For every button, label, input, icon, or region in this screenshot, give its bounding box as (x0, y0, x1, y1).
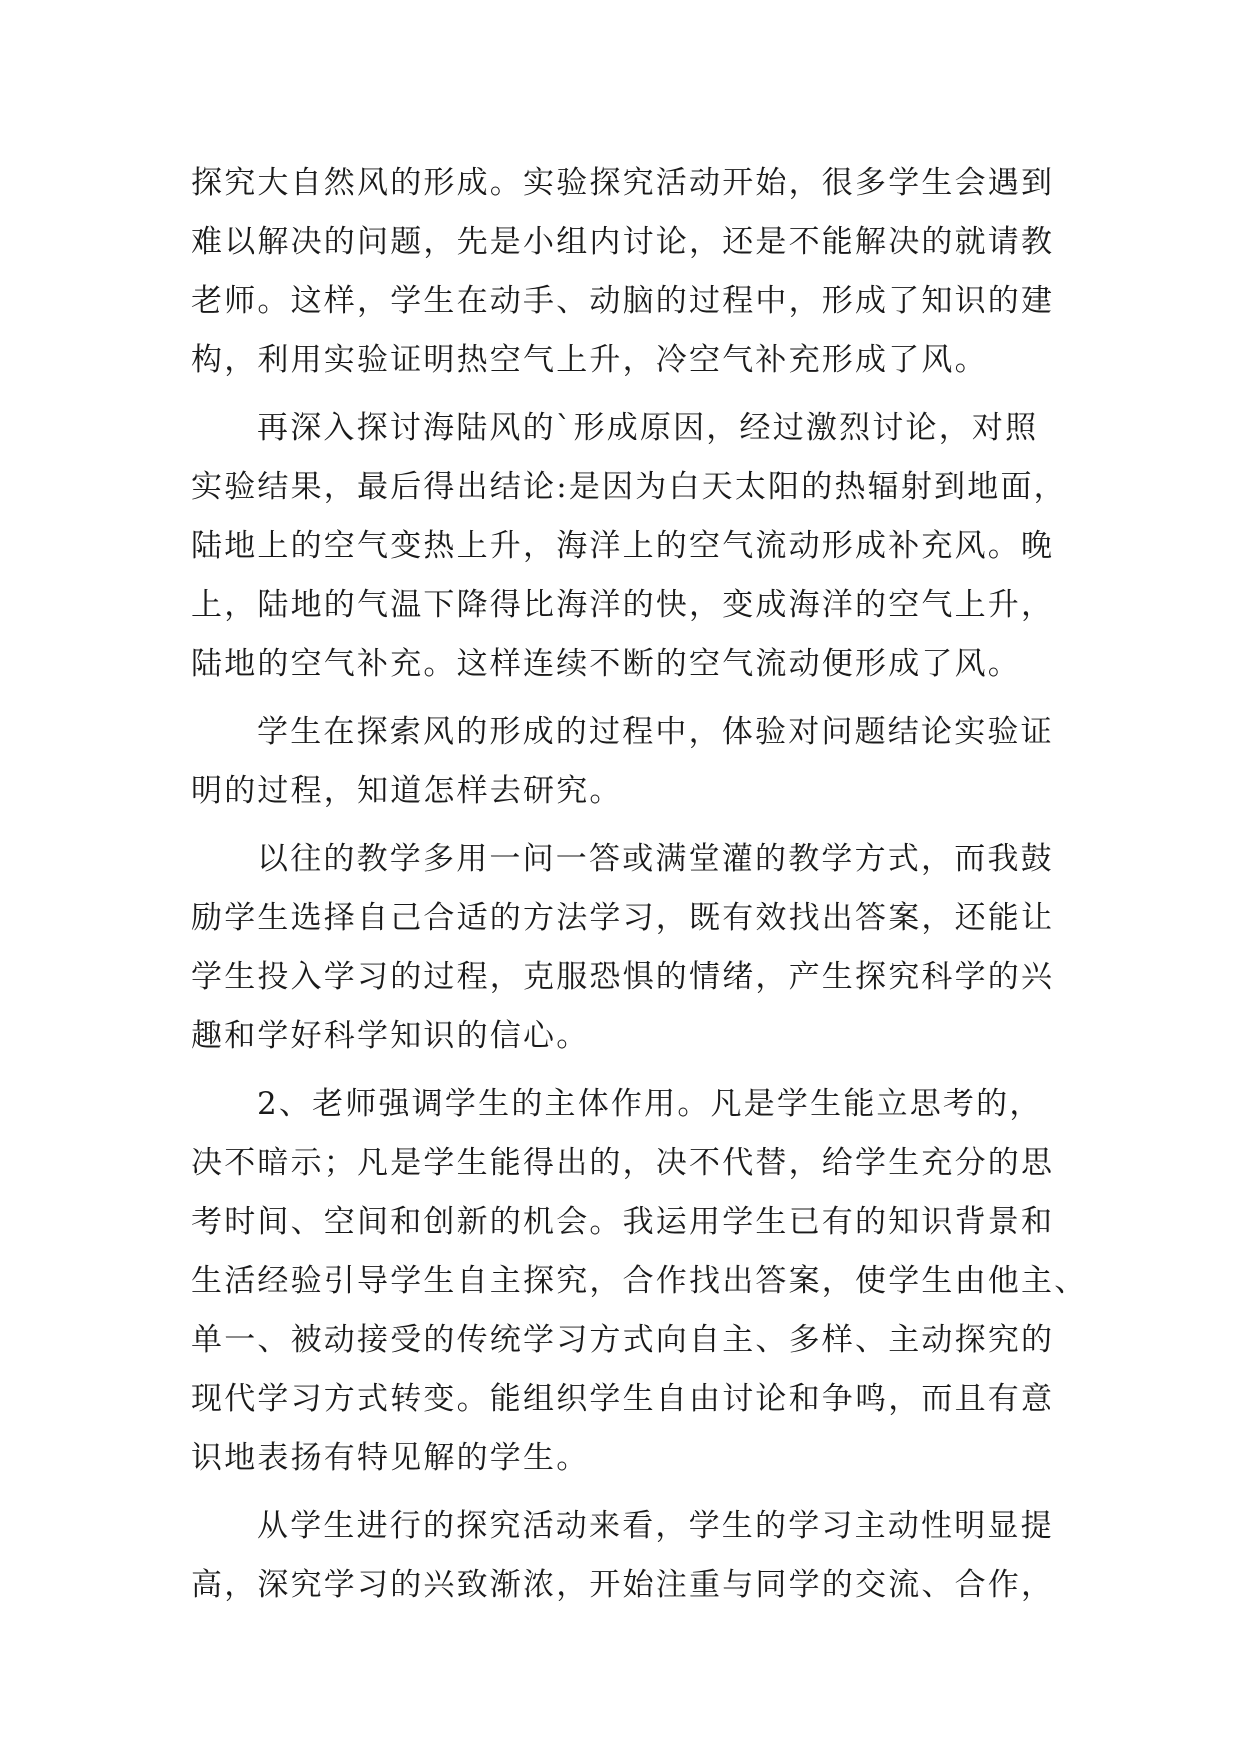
text-line: 陆地上的空气变热上升，海洋上的空气流动形成补充风。晚 (191, 528, 1055, 564)
paragraph-2 (191, 399, 1067, 694)
text-line: 2、老师强调学生的主体作用。凡是学生能立思考的， (257, 1086, 1043, 1122)
text-line: 实验结果，最后得出结论:是因为白天太阳的热辐射到地面， (191, 469, 1067, 505)
text-line: 老师。这样，学生在动手、动脑的过程中，形成了知识的建 (191, 283, 1055, 319)
text-line: 学生在探索风的形成的过程中，体验对问题结论实验证 (257, 714, 1054, 750)
text-line: 决不暗示；凡是学生能得出的，决不代替，给学生充分的思 (191, 1145, 1055, 1181)
text-line: 学生投入学习的过程，克服恐惧的情绪，产生探究科学的兴 (191, 959, 1055, 995)
text-line: 励学生选择自己合适的方法学习，既有效找出答案，还能让 (191, 900, 1055, 936)
paragraph-1 (191, 154, 1055, 390)
text-line: 探究大自然风的形成。实验探究活动开始，很多学生会遇到 (191, 165, 1055, 201)
text-line: 单一、被动接受的传统学习方式向自主、多样、主动探究的 (191, 1322, 1055, 1358)
text-line: 生活经验引导学生自主探究，合作找出答案，使学生由他主、 (191, 1263, 1088, 1299)
text-line: 再深入探讨海陆风的`形成原因，经过激烈讨论，对照 (257, 410, 1039, 446)
text-line: 构，利用实验证明热空气上升，冷空气补充形成了风。 (191, 342, 988, 378)
text-line: 陆地的空气补充。这样连续不断的空气流动便形成了风。 (191, 646, 1021, 682)
text-line: 识地表扬有特见解的学生。 (191, 1440, 590, 1476)
text-line: 上，陆地的气温下降得比海洋的快，变成海洋的空气上升， (191, 587, 1055, 623)
text-line: 明的过程，知道怎样去研究。 (191, 773, 623, 809)
text-line: 从学生进行的探究活动来看，学生的学习主动性明显提 (257, 1508, 1054, 1544)
text-line: 现代学习方式转变。能组织学生自由讨论和争鸣，而且有意 (191, 1381, 1055, 1417)
paragraph-3 (191, 703, 1054, 821)
document-body (191, 154, 1088, 1615)
paragraph-5 (191, 1075, 1088, 1488)
text-line: 考时间、空间和创新的机会。我运用学生已有的知识背景和 (191, 1204, 1055, 1240)
text-line: 高，深究学习的兴致渐浓，开始注重与同学的交流、合作， (191, 1567, 1055, 1603)
text-line: 趣和学好科学知识的信心。 (191, 1018, 590, 1054)
paragraph-4 (191, 830, 1055, 1066)
paragraph-6 (191, 1497, 1055, 1615)
text-line: 以往的教学多用一问一答或满堂灌的教学方式，而我鼓 (257, 841, 1054, 877)
text-line: 难以解决的问题，先是小组内讨论，还是不能解决的就请教 (191, 224, 1055, 260)
